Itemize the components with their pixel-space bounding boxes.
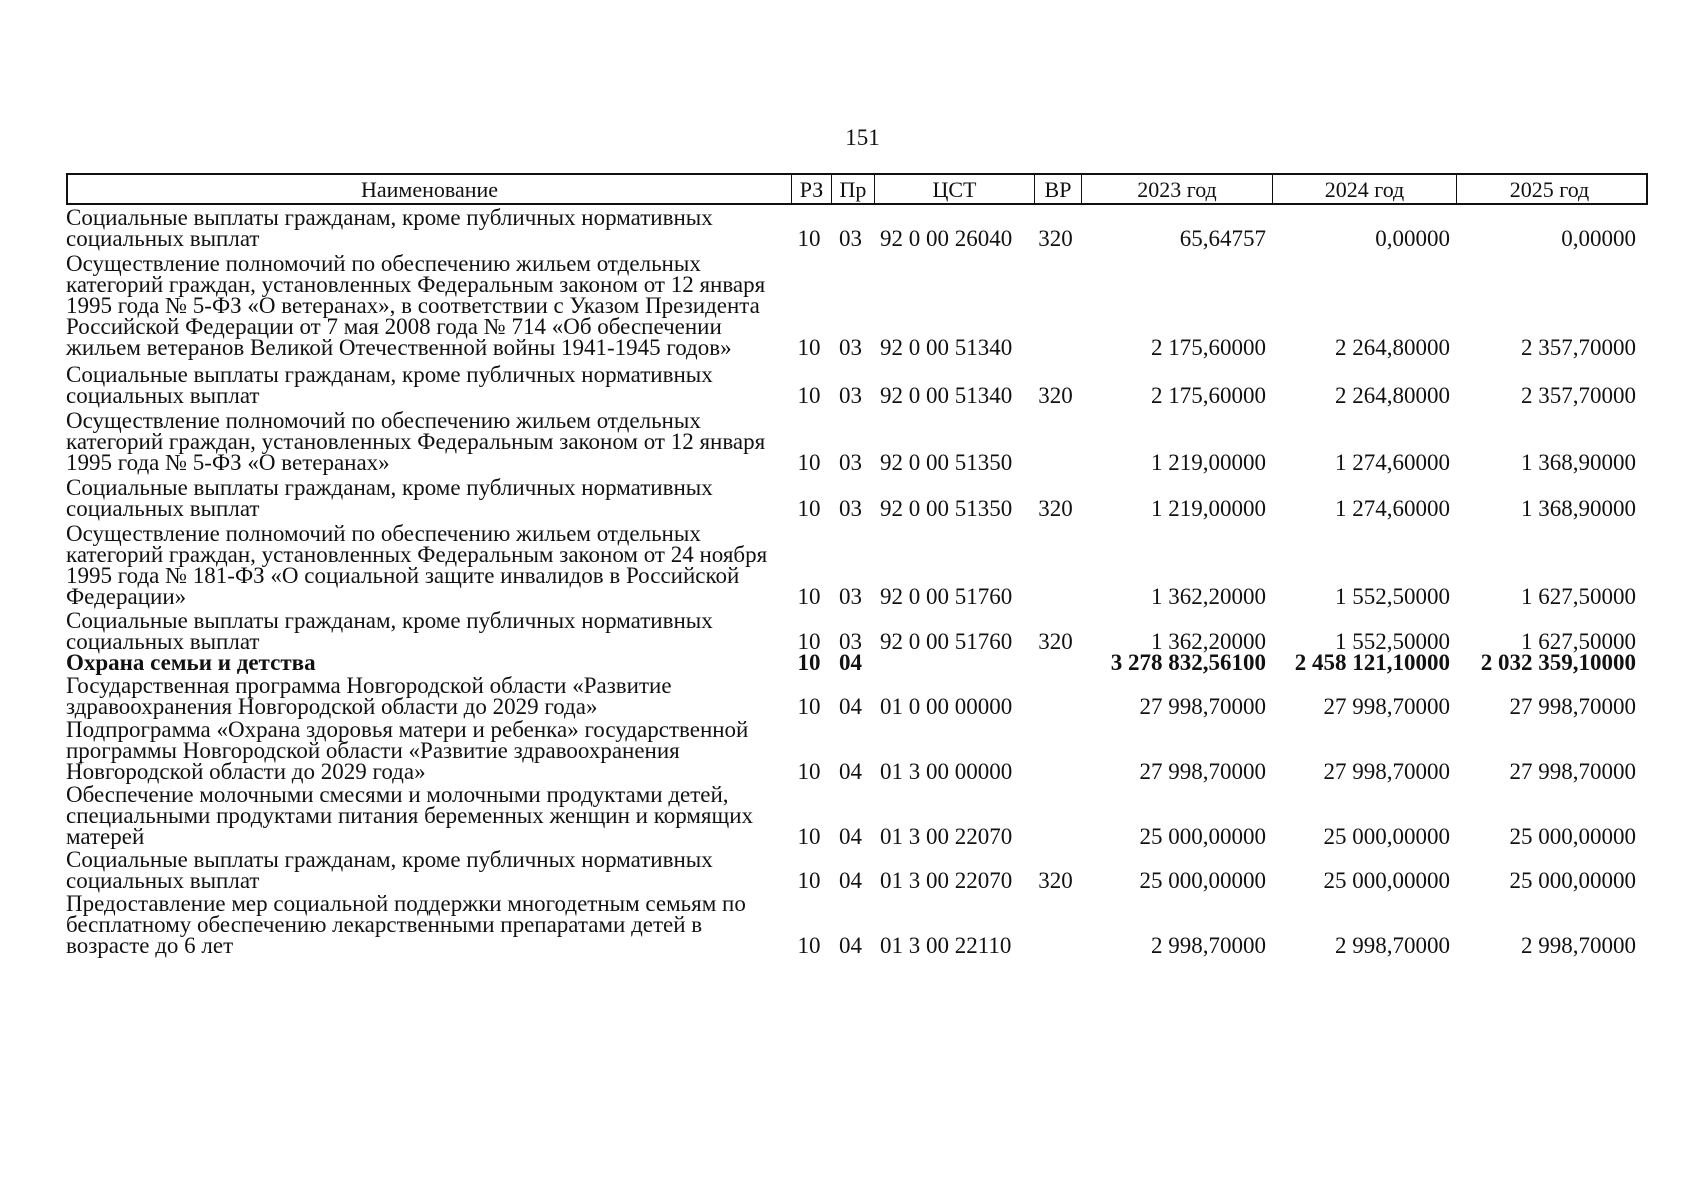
row-2024: 27 998,70000 (1323, 759, 1450, 784)
row-2025: 27 998,70000 (1509, 694, 1636, 719)
row-cst: 92 0 00 51350 (880, 450, 1013, 475)
row-name: Государственная программа Новгородской области «Развитие здравоохранения Новгородской области до 2029 года» (66, 673, 672, 719)
row-pr: 03 (839, 496, 862, 521)
row-name: Охрана семьи и детства (66, 650, 316, 675)
table-row (66, 610, 1648, 652)
row-rz: 10 (797, 759, 821, 784)
page-number: 151 (845, 125, 880, 150)
row-vr: 320 (1038, 226, 1073, 251)
row-name: Социальные выплаты гражданам, кроме публичных нормативных социальных выплат (66, 475, 713, 521)
row-rz: 10 (797, 650, 821, 675)
header-pr: Пр (831, 175, 874, 205)
row-rz: 10 (797, 694, 821, 719)
row-rz: 10 (797, 450, 821, 475)
row-2023: 3 278 832,56100 (1110, 650, 1266, 675)
row-2025: 1 368,90000 (1521, 496, 1636, 521)
row-2025: 0,00000 (1561, 226, 1636, 251)
row-2025: 27 998,70000 (1509, 759, 1636, 784)
row-2025: 25 000,00000 (1509, 868, 1636, 893)
row-2025: 2 032 359,10000 (1480, 650, 1636, 675)
row-cst: 92 0 00 51340 (880, 383, 1013, 408)
row-2024: 2 998,70000 (1335, 933, 1450, 958)
row-2023: 1 362,20000 (1151, 584, 1266, 609)
row-rz: 10 (797, 933, 821, 958)
row-2025: 2 998,70000 (1521, 933, 1636, 958)
row-2024: 1 274,60000 (1335, 450, 1450, 475)
row-rz: 10 (797, 629, 821, 654)
row-rz: 10 (797, 584, 821, 609)
row-pr: 03 (839, 584, 862, 609)
row-pr: 04 (839, 650, 862, 675)
row-2023: 1 219,00000 (1151, 496, 1266, 521)
row-name: Осуществление полномочий по обеспечению жильем отдельных категорий граждан, установленных Федеральным законом от 12 января 1995 года № 5-ФЗ «О ветеранах», в соответствии с Указом Президента Российской Федерации от 7 мая 2008 года № 714 «Об обеспечении жильем ветеранов Великой Отечественной войны 1941-1945 годов» (66, 251, 766, 360)
row-name: Социальные выплаты гражданам, кроме публичных нормативных социальных выплат (66, 608, 713, 654)
row-name: Осуществление полномочий по обеспечению жильем отдельных категорий граждан, установленных Федеральным законом от 12 января 1995 года № 5-ФЗ «О ветеранах» (66, 408, 766, 475)
table-row (66, 652, 1648, 673)
row-2024: 0,00000 (1375, 226, 1450, 251)
row-cst: 01 3 00 00000 (880, 759, 1013, 784)
table-row (66, 364, 1648, 406)
row-cst: 92 0 00 51760 (880, 629, 1013, 654)
header-rz: РЗ (791, 175, 831, 205)
table-row (66, 849, 1648, 891)
row-cst: 01 3 00 22070 (880, 824, 1013, 849)
row-2025: 1 627,50000 (1521, 629, 1636, 654)
row-cst: 92 0 00 51350 (880, 496, 1013, 521)
row-2024: 1 552,50000 (1335, 629, 1450, 654)
row-2023: 1 362,20000 (1151, 629, 1266, 654)
table-row (66, 784, 1648, 847)
row-2023: 1 219,00000 (1151, 450, 1266, 475)
budget-table (66, 173, 1648, 956)
row-pr: 04 (839, 868, 862, 893)
table-row (66, 207, 1648, 249)
row-rz: 10 (797, 335, 821, 360)
row-2023: 65,64757 (1179, 226, 1266, 251)
row-2024: 25 000,00000 (1323, 824, 1450, 849)
row-2024: 2 264,80000 (1335, 335, 1450, 360)
row-pr: 03 (839, 383, 862, 408)
row-name: Осуществление полномочий по обеспечению жильем отдельных категорий граждан, установленных Федеральным законом от 24 ноября 1995 года № 181-ФЗ «О социальной защите инвалидов в Российской Федерации» (66, 521, 768, 609)
row-rz: 10 (797, 496, 821, 521)
header-2023: 2023 год (1081, 175, 1272, 205)
row-cst: 92 0 00 26040 (880, 226, 1013, 251)
row-cst: 01 0 00 00000 (880, 694, 1013, 719)
row-2024: 1 274,60000 (1335, 496, 1450, 521)
header-2024: 2024 год (1272, 175, 1456, 205)
row-2024: 2 458 121,10000 (1294, 650, 1450, 675)
row-2024: 1 552,50000 (1335, 584, 1450, 609)
table-row (66, 253, 1648, 358)
row-2024: 25 000,00000 (1323, 868, 1450, 893)
row-pr: 04 (839, 759, 862, 784)
table-body (66, 207, 1648, 956)
row-2025: 25 000,00000 (1509, 824, 1636, 849)
row-vr: 320 (1038, 868, 1073, 893)
row-pr: 04 (839, 824, 862, 849)
header-vr: ВР (1034, 175, 1081, 205)
table-row (66, 410, 1648, 473)
row-cst: 01 3 00 22110 (880, 933, 1012, 958)
header-name: Наименование (360, 177, 499, 202)
row-name: Подпрограмма «Охрана здоровья матери и ребенка» государственной программы Новгородской области «Развитие здравоохранения Новгородской области до 2029 года» (66, 717, 749, 784)
row-2025: 1 627,50000 (1521, 584, 1636, 609)
row-pr: 04 (839, 694, 862, 719)
row-vr: 320 (1038, 629, 1073, 654)
row-cst: 92 0 00 51760 (880, 584, 1013, 609)
row-name: Социальные выплаты гражданам, кроме публичных нормативных социальных выплат (66, 362, 713, 408)
row-2025: 2 357,70000 (1521, 383, 1636, 408)
table-row (66, 477, 1648, 519)
table-row (66, 675, 1648, 717)
header-cst: ЦСТ (874, 175, 1034, 205)
row-2023: 25 000,00000 (1139, 824, 1266, 849)
row-2023: 2 175,60000 (1151, 383, 1266, 408)
row-vr: 320 (1038, 496, 1073, 521)
row-pr: 03 (839, 450, 862, 475)
row-pr: 04 (839, 933, 862, 958)
row-name: Социальные выплаты гражданам, кроме публичных нормативных социальных выплат (66, 847, 713, 893)
row-cst: 92 0 00 51340 (880, 335, 1013, 360)
row-cst: 01 3 00 22070 (880, 868, 1013, 893)
row-2023: 25 000,00000 (1139, 868, 1266, 893)
row-2024: 2 264,80000 (1335, 383, 1450, 408)
table-row (66, 719, 1648, 782)
row-2025: 2 357,70000 (1521, 335, 1636, 360)
row-rz: 10 (797, 226, 821, 251)
row-name: Обеспечение молочными смесями и молочными продуктами детей, специальными продуктами питания беременных женщин и кормящих матерей (66, 782, 754, 849)
row-2023: 27 998,70000 (1139, 694, 1266, 719)
row-rz: 10 (797, 824, 821, 849)
table-row (66, 523, 1648, 607)
row-2023: 2 998,70000 (1151, 933, 1266, 958)
row-vr: 320 (1038, 383, 1073, 408)
row-name: Социальные выплаты гражданам, кроме публичных нормативных социальных выплат (66, 205, 713, 251)
row-name: Предоставление мер социальной поддержки многодетным семьям по бесплатному обеспечению лекарственными препаратами детей в возрасте до 6 лет (66, 891, 746, 958)
row-rz: 10 (797, 383, 821, 408)
table-row (66, 893, 1648, 956)
row-pr: 03 (839, 335, 862, 360)
row-2024: 27 998,70000 (1323, 694, 1450, 719)
row-2023: 2 175,60000 (1151, 335, 1266, 360)
header-2025: 2025 год (1456, 175, 1642, 205)
row-pr: 03 (839, 226, 862, 251)
row-2023: 27 998,70000 (1139, 759, 1266, 784)
row-2025: 1 368,90000 (1521, 450, 1636, 475)
row-pr: 03 (839, 629, 862, 654)
table-header (66, 173, 1648, 205)
row-rz: 10 (797, 868, 821, 893)
